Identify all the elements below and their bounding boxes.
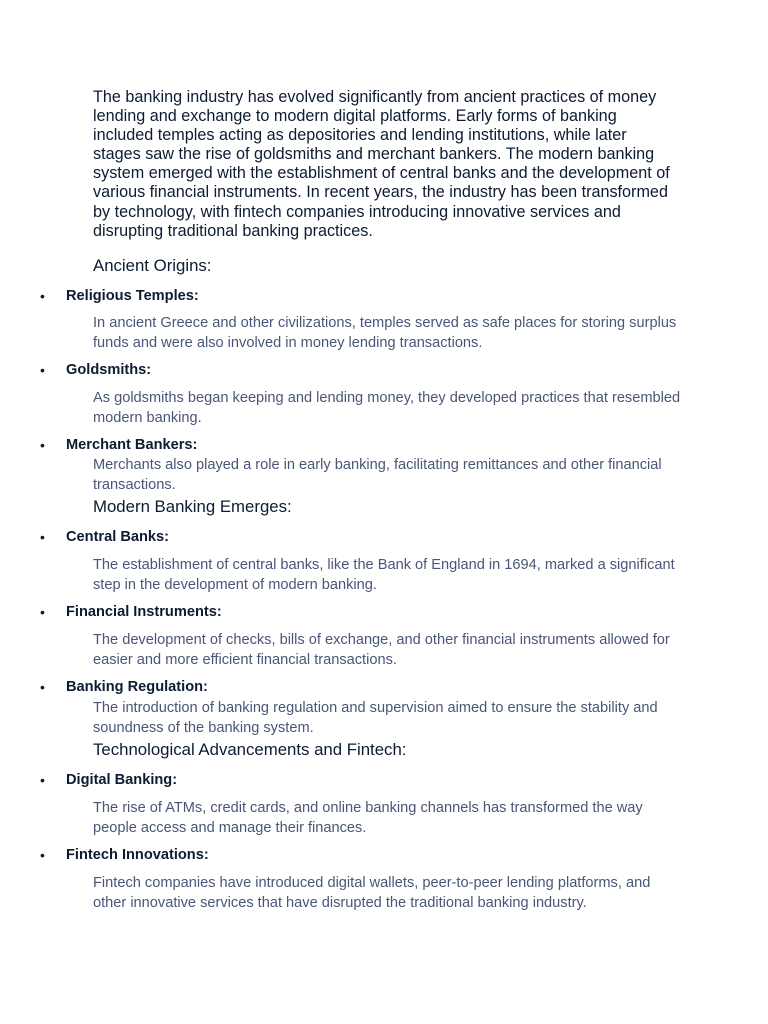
bullet-marker: •: [40, 679, 45, 695]
bullet-marker: •: [40, 288, 45, 304]
item-title-financial-instruments: Financial Instruments:: [66, 604, 222, 620]
item-title-digital-banking: Digital Banking:: [66, 772, 178, 788]
item-desc-banking-regulation: The introduction of banking regulation and supervision aimed to ensure the stability and soundness of the banking system.: [93, 700, 658, 736]
item-title-central-banks: Central Banks:: [66, 529, 169, 545]
item-desc-goldsmiths: As goldsmiths began keeping and lending money, they developed practices that resembled modern banking.: [93, 390, 681, 426]
item-title-fintech-innovations: Fintech Innovations:: [66, 847, 209, 863]
item-title-goldsmiths: Goldsmiths:: [66, 362, 152, 378]
item-desc-merchant-bankers: Merchants also played a role in early banking, facilitating remittances and other financial transactions.: [93, 457, 662, 493]
item-desc-fintech-innovations: Fintech companies have introduced digital wallets, peer-to-peer lending platforms, and other innovative services that have disrupted the traditional banking industry.: [93, 875, 651, 911]
bullet-marker: •: [40, 772, 45, 788]
bullet-marker: •: [40, 437, 45, 453]
section-heading-technology-fintech: Technological Advancements and Fintech:: [93, 740, 407, 759]
section-heading-modern-banking: Modern Banking Emerges:: [93, 497, 292, 516]
item-title-merchant-bankers: Merchant Bankers:: [66, 437, 198, 453]
item-desc-financial-instruments: The development of checks, bills of exchange, and other financial instruments allowed for easier and more efficient financial transactions.: [93, 632, 670, 668]
bullet-marker: •: [40, 604, 45, 620]
item-desc-religious-temples: In ancient Greece and other civilizations, temples served as safe places for storing surplus funds and were also involved in money lending transactions.: [93, 315, 677, 351]
intro-paragraph: The banking industry has evolved significantly from ancient practices of money lending and exchange to modern digital platforms. Early forms of banking included temples acting as depositories and lending institutions, while later stages saw the rise of goldsmiths and merchant bankers. The modern banking system emerged with the establishment of central banks and the development of various financial instruments. In recent years, the industry has been transformed by technology, with fintech companies introducing innovative services and disrupting traditional banking practices.: [93, 88, 670, 240]
bullet-marker: •: [40, 362, 45, 378]
item-title-banking-regulation: Banking Regulation:: [66, 679, 208, 695]
item-desc-digital-banking: The rise of ATMs, credit cards, and online banking channels has transformed the way people access and manage their finances.: [93, 800, 643, 836]
item-desc-central-banks: The establishment of central banks, like the Bank of England in 1694, marked a significant step in the development of modern banking.: [93, 557, 675, 593]
bullet-marker: •: [40, 529, 45, 545]
section-heading-ancient-origins: Ancient Origins:: [93, 256, 212, 275]
item-title-religious-temples: Religious Temples:: [66, 288, 199, 304]
bullet-marker: •: [40, 847, 45, 863]
